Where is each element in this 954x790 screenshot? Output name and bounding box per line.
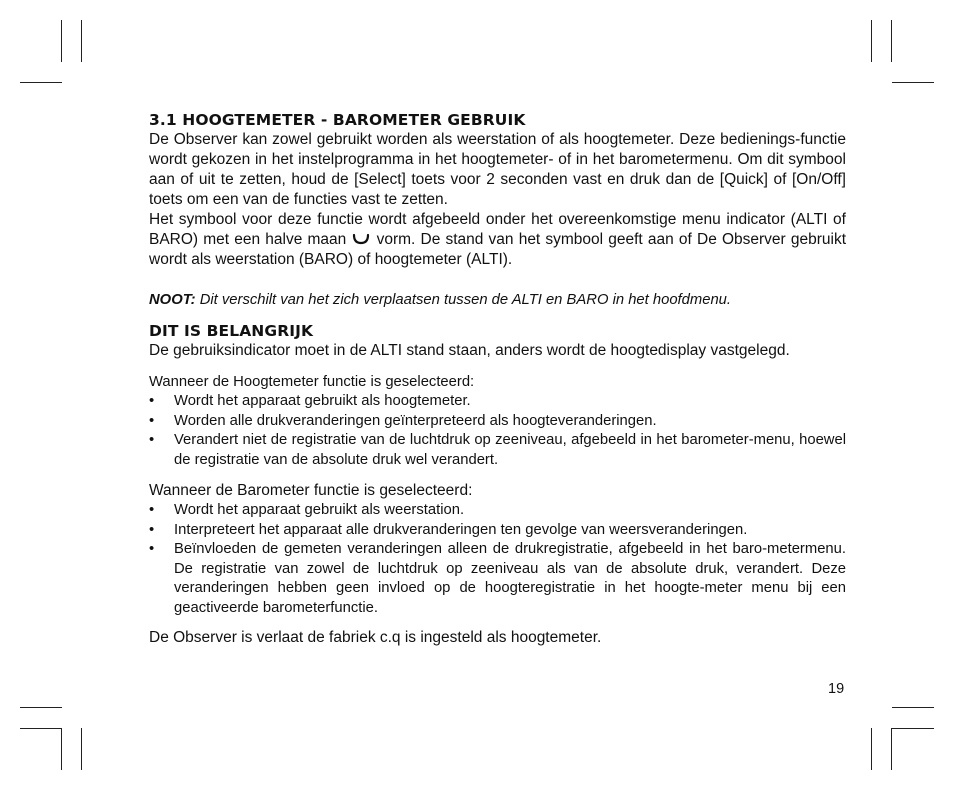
list-item: • Wordt het apparaat gebruikt als hoogtemeter. [149,392,846,412]
bullet-icon: • [149,393,155,409]
crop-mark [892,82,934,83]
barometer-intro: Wanneer de Barometer functie is geselecteerd: [149,482,473,499]
barometer-list [149,501,846,618]
symbol-text-after: vorm. De stand van het symbool geeft aan of De Observer gebruikt wordt als weerstation (BARO) of hoogtemeter (ALTI). [149,231,847,268]
crop-mark [61,728,62,770]
list-item: • Interpreteert het apparaat alle drukveranderingen ten gevolge van weersveranderingen. [149,521,846,541]
bullet-icon: • [149,541,155,557]
bullet-icon: • [149,432,155,448]
list-item: • Beïnvloeden de gemeten veranderingen alleen de drukregistratie, afgebeeld in het baro-metermenu. De registratie van zowel de luchtdruk op zeeniveau als van de absolute druk, verandert. Deze veranderingen hebben geen invloed op de hoogteregistratie in het hoogte-meter menu bij een geactiveerde barometerfunctie. [149,541,846,616]
crop-mark [20,707,62,708]
section-title: 3.1 HOOGTEMETER - BAROMETER GEBRUIK [149,111,526,129]
crop-mark [81,728,82,770]
bullet-icon: • [149,521,155,538]
crop-mark [20,728,62,729]
bullet-icon: • [149,412,155,429]
list-item: • Wordt het apparaat gebruikt als weerstation. [149,501,846,521]
crop-mark [61,20,62,62]
crop-mark [871,728,872,770]
altimeter-intro: Wanneer de Hoogtemeter functie is geselecteerd: [149,374,475,390]
half-moon-icon [352,233,370,245]
bullet-icon: • [149,502,155,518]
crop-mark [891,728,892,770]
page-number: 19 [828,681,845,697]
note [149,290,846,310]
important-title: DIT IS BELANGRIJK [149,322,314,340]
crop-mark [871,20,872,62]
crop-mark [892,728,934,729]
list-item: • Verandert niet de registratie van de luchtdruk op zeeniveau, afgebeeld in het barometer-menu, hoewel de registratie van de absolute druk wel verandert. [149,432,846,468]
symbol-paragraph [149,210,846,270]
crop-mark [81,20,82,62]
note-label: NOOT: [149,292,196,308]
symbol-text-before: Het symbool voor deze functie wordt afgebeeld onder het overeenkomstige menu indicator (ALTI of BARO) met een halve maan [149,211,846,248]
crop-mark [20,82,62,83]
page-content [149,110,846,648]
intro-paragraph: De Observer kan zowel gebruikt worden als weerstation of als hoogtemeter. Deze bedienings-functie wordt gekozen in het instelprogramma in het hoogtemeter- of in het barometermenu. Om dit symbool aan of uit te zetten, houd de [Select] toets voor 2 seconden vast en druk dan de [Quick] of [On/Off] toets om een van de functies vast te zetten. [149,131,846,208]
altimeter-list [149,392,846,470]
important-text: De gebruiksindicator moet in de ALTI stand staan, anders wordt de hoogtedisplay vastgelegd. [149,342,790,359]
list-item: • Worden alle drukveranderingen geïnterpreteerd als hoogteveranderingen. [149,412,846,432]
crop-mark [891,20,892,62]
crop-mark [892,707,934,708]
note-text: Dit verschilt van het zich verplaatsen tussen de ALTI en BARO in het hoofdmenu. [199,292,732,308]
factory-setting: De Observer is verlaat de fabriek c.q is ingesteld als hoogtemeter. [149,629,602,646]
